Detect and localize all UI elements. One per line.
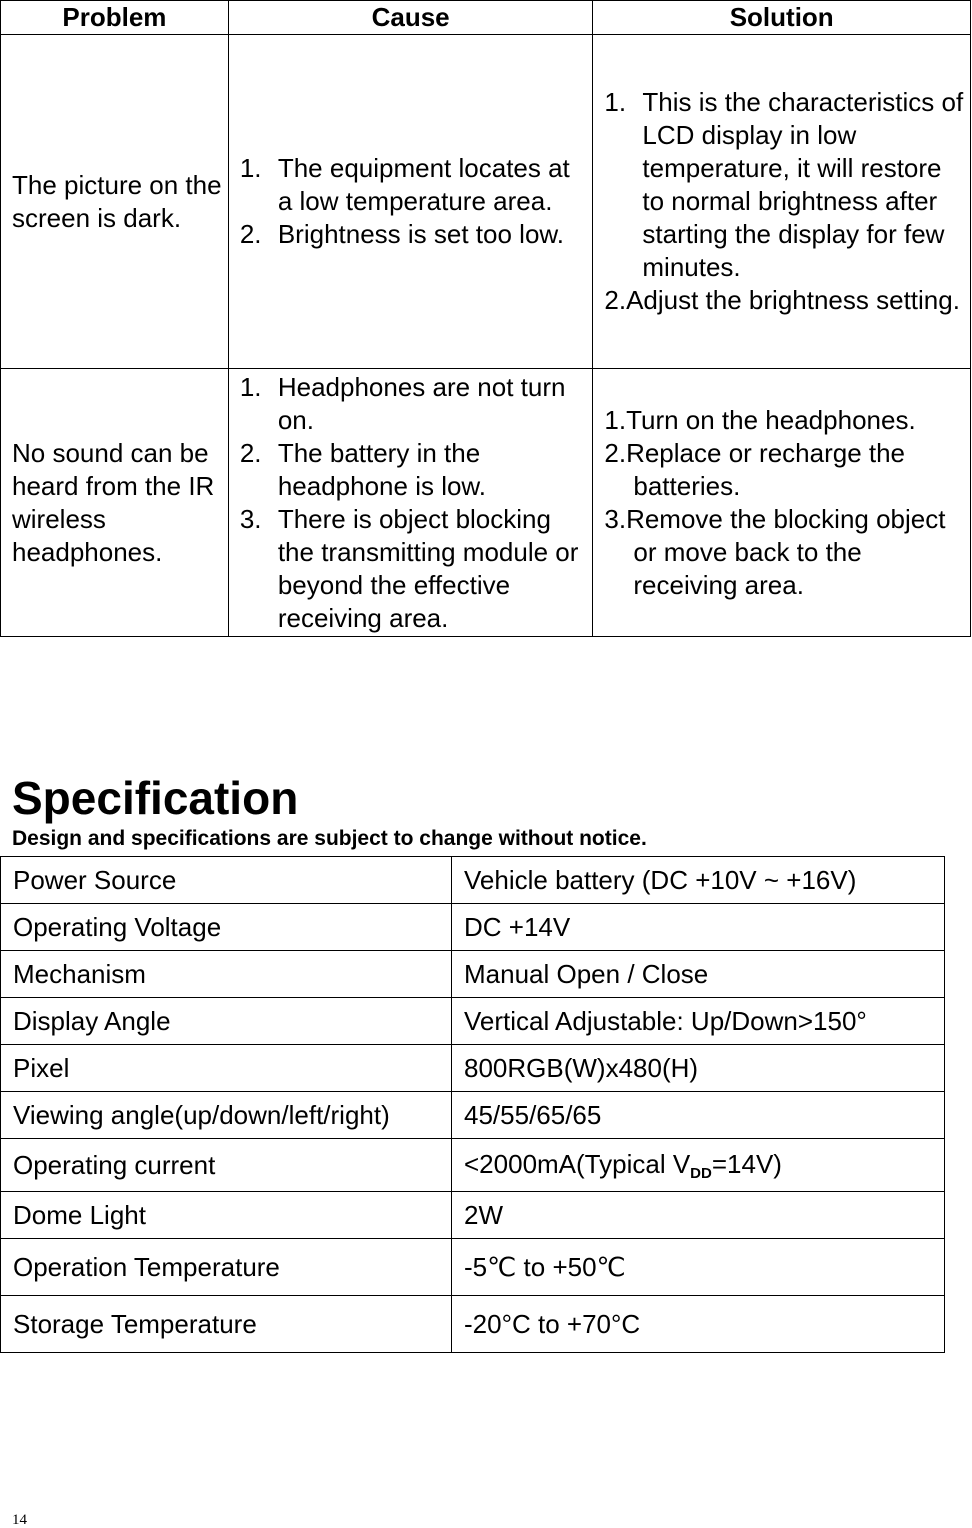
spec-label: Power Source [1,857,452,904]
table-row [1,1139,945,1192]
list-item [240,152,587,218]
table-row [1,951,945,998]
solution-item: 3.Remove the blocking object or move back to the receiving area. [604,503,946,600]
spec-value: -20°C to +70°C [452,1296,945,1353]
page-number: 14 [12,1512,27,1528]
cause-list [240,152,587,251]
table-row [1,998,945,1045]
spec-value: Vertical Adjustable: Up/Down>150° [452,998,945,1045]
spec-value-sub: DD [690,1164,712,1182]
table-row [1,1092,945,1139]
list-item [604,86,964,284]
table-row [1,35,971,369]
solution-item: 1.Turn on the headphones. [604,404,916,435]
table-row [1,1296,945,1353]
list-item [240,503,587,635]
cause-cell [228,35,593,369]
spec-label: Operation Temperature [1,1239,452,1296]
header-solution: Solution [593,1,971,35]
spec-value: -5℃ to +50℃ [452,1239,945,1296]
list-number: 1. [239,371,262,402]
spec-label: Display Angle [1,998,452,1045]
specification-table [0,856,945,1353]
table-row [1,1045,945,1092]
spec-value: 45/55/65/65 [452,1092,945,1139]
solution-item: 2.Adjust the brightness setting. [604,285,960,315]
spec-value-pre: <2000mA(Typical V [464,1148,691,1179]
spec-label: Operating current [1,1139,452,1192]
troubleshooting-table [0,0,971,637]
problem-cell: The picture on the screen is dark. [1,35,229,369]
list-number: 1. [239,153,262,183]
problem-cell: No sound can be heard from the IR wireless headphones. [1,369,229,637]
spec-value [452,1139,945,1192]
table-row [1,369,971,637]
list-text: Brightness is set too low. [277,219,564,249]
spec-label: Viewing angle(up/down/left/right) [1,1092,452,1139]
header-problem: Problem [1,1,229,35]
list-item [240,371,587,437]
list-text: This is the characteristics of LCD display in low temperature, it will restore to normal brightness after starting the display for few minutes. [642,87,964,282]
spec-label: Mechanism [1,951,452,998]
solution-cell [593,369,971,637]
spec-label: Dome Light [1,1192,452,1239]
spec-value: 2W [452,1192,945,1239]
table-row [1,1192,945,1239]
list-text: Headphones are not turn on. [277,371,566,435]
spec-value: Manual Open / Close [452,951,945,998]
table-row [1,857,945,904]
list-item [240,437,587,503]
table-row [1,904,945,951]
section-title: Specification [12,772,299,824]
list-number: 2. [239,219,262,249]
table-row [1,1239,945,1296]
spec-value: Vehicle battery (DC +10V ~ +16V) [452,857,945,904]
list-number: 1. [604,87,627,117]
spec-value: DC +14V [452,904,945,951]
list-number: 2. [239,437,262,468]
solution-cell [593,35,971,369]
header-cause: Cause [228,1,593,35]
list-text: There is object blocking the transmitting module or beyond the effective receiving area. [277,503,579,633]
cause-cell [228,369,593,637]
section-note: Design and specifications are subject to change without notice. [12,827,647,850]
list-text: The battery in the headphone is low. [277,437,486,501]
list-item [240,218,587,251]
spec-value: 800RGB(W)x480(H) [452,1045,945,1092]
list-text: The equipment locates at a low temperature area. [277,153,570,216]
spec-value-post: =14V) [711,1148,782,1179]
spec-label: Storage Temperature [1,1296,452,1353]
solution-item: 2.Replace or recharge the batteries. [604,437,906,501]
list-number: 3. [239,503,262,534]
spec-label: Operating Voltage [1,904,452,951]
solution-list [604,86,964,284]
cause-list [240,371,587,635]
spec-label: Pixel [1,1045,452,1092]
table-header-row [1,1,971,35]
